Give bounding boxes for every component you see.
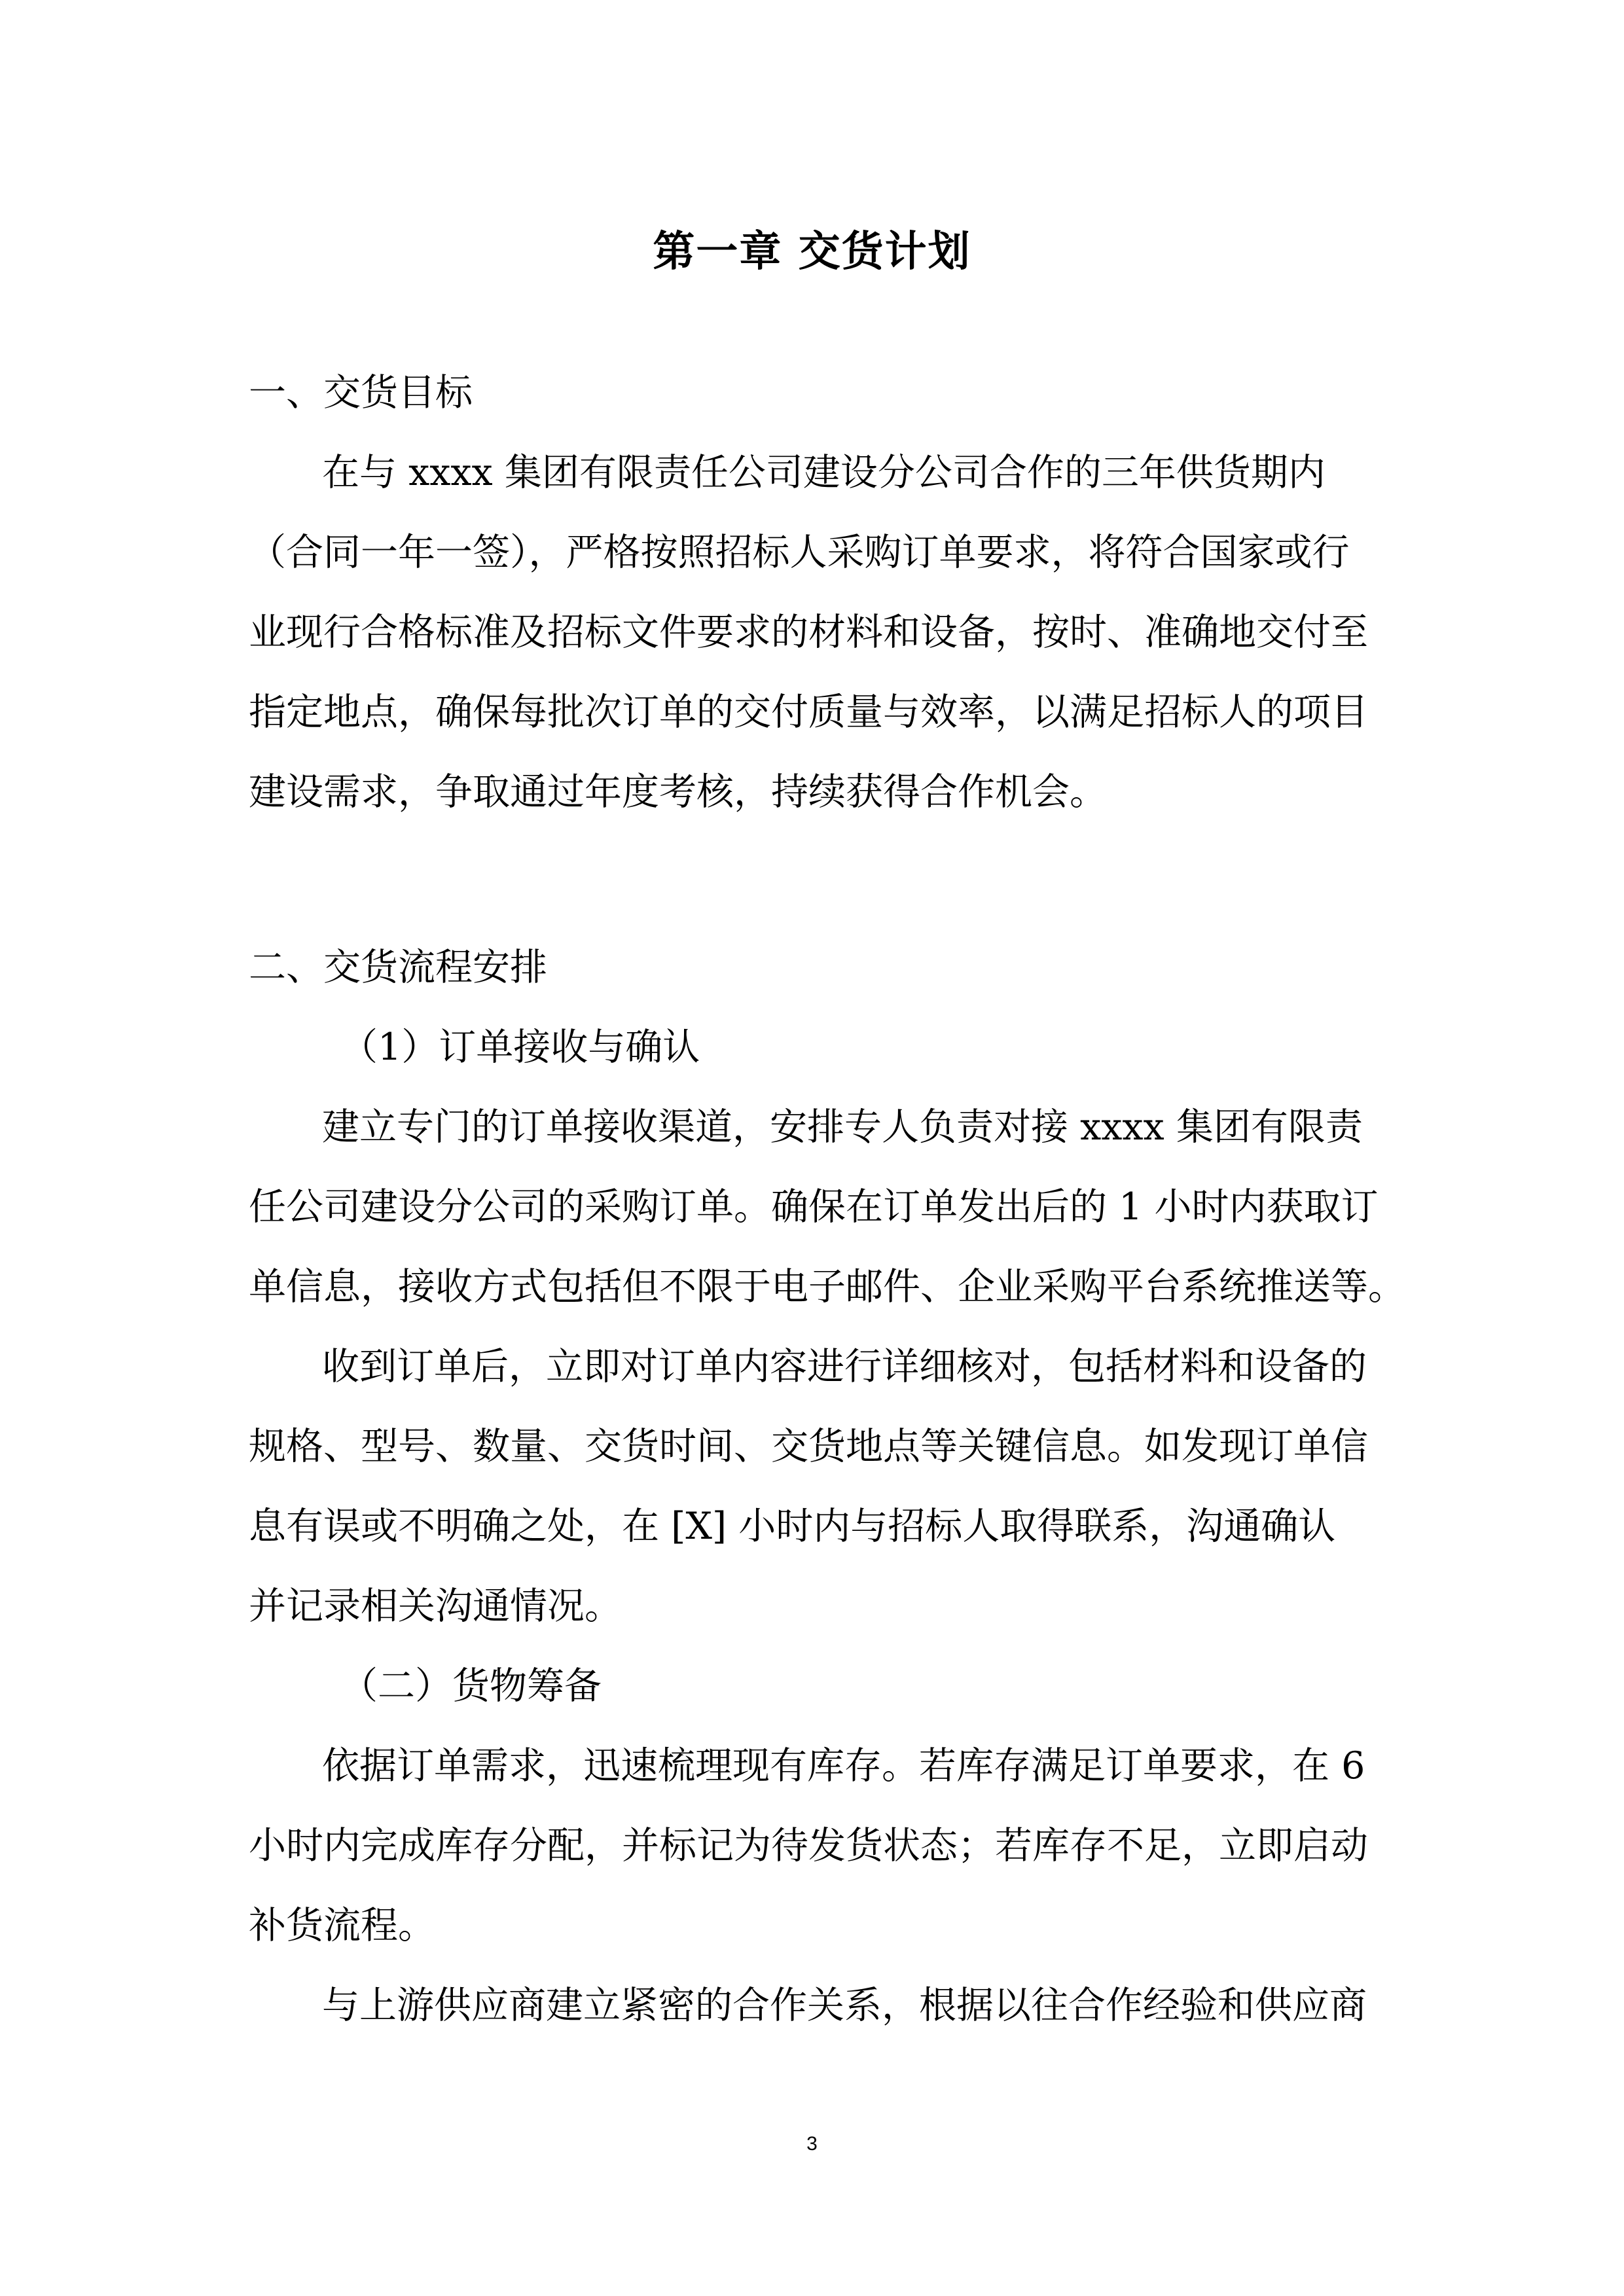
subsection-heading-goods-preparation: （二）货物筹备 <box>340 1664 602 1708</box>
page-number: 3 <box>806 2133 818 2155</box>
paragraph-line: （合同一年一签），严格按照招标人采购订单要求，将符合国家或行 <box>249 531 1350 574</box>
paragraph-line: 并记录相关沟通情况。 <box>249 1585 622 1628</box>
paragraph-line: 与上游供应商建立紧密的合作关系，根据以往合作经验和供应商 <box>322 1984 1367 2027</box>
subsection-heading-order-receipt: （1）订单接收与确认 <box>340 1026 700 1069</box>
paragraph-line: 任公司建设分公司的采购订单。确保在订单发出后的 1 小时内获取订 <box>249 1185 1379 1229</box>
paragraph-line: 规格、型号、数量、交货时间、交货地点等关键信息。如发现订单信 <box>249 1425 1368 1468</box>
paragraph-line: 依据订单需求，迅速梳理现有库存。若库存满足订单要求，在 6 <box>322 1744 1365 1787</box>
paragraph-line: 建立专门的订单接收渠道，安排专人负责对接 xxxx 集团有限责 <box>322 1105 1363 1149</box>
paragraph-line: 在与 xxxx 集团有限责任公司建设分公司合作的三年供货期内 <box>322 451 1326 494</box>
section-heading-delivery-process: 二、交货流程安排 <box>249 946 547 989</box>
paragraph-line: 单信息，接收方式包括但不限于电子邮件、企业采购平台系统推送等。 <box>249 1265 1405 1308</box>
paragraph-line: 业现行合格标准及招标文件要求的材料和设备，按时、准确地交付至 <box>249 611 1368 654</box>
paragraph-line: 指定地点，确保每批次订单的交付质量与效率，以满足招标人的项目 <box>249 691 1368 734</box>
paragraph-line: 息有误或不明确之处，在 [X] 小时内与招标人取得联系，沟通确认 <box>249 1505 1336 1548</box>
paragraph-line: 收到订单后，立即对订单内容进行详细核对，包括材料和设备的 <box>322 1345 1367 1388</box>
section-heading-delivery-goal: 一、交货目标 <box>249 371 473 414</box>
chapter-title: 第一章 交货计划 <box>653 227 971 276</box>
paragraph-line: 建设需求，争取通过年度考核，持续获得合作机会。 <box>249 770 1107 814</box>
paragraph-line: 补货流程。 <box>249 1904 435 1947</box>
paragraph-line: 小时内完成库存分配，并标记为待发货状态；若库存不足，立即启动 <box>249 1824 1368 1867</box>
